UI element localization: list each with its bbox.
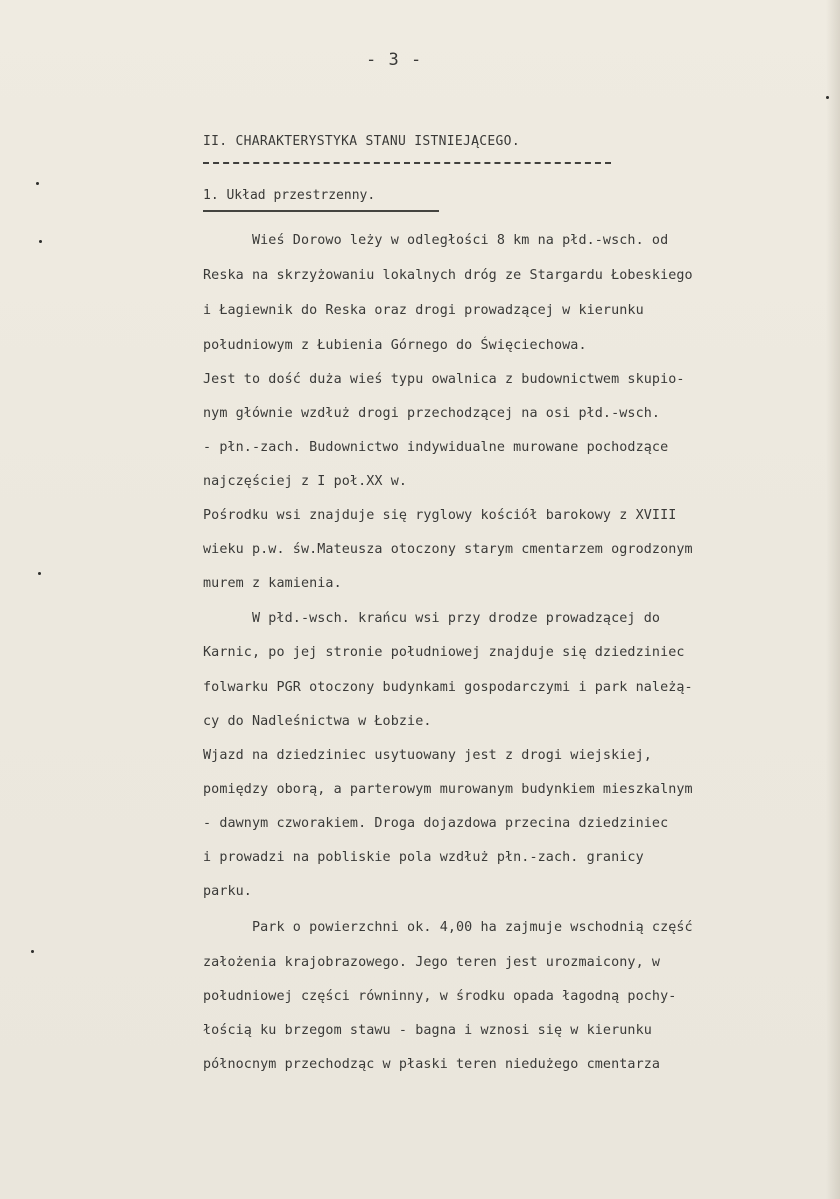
body-line: najczęściej z I poł.XX w.: [203, 474, 408, 489]
body-line: wieku p.w. św.Mateusza otoczony starym cmentarzem ogrodzonym: [203, 542, 693, 557]
body-line: i Łagiewnik do Reska oraz drogi prowadzącej w kierunku: [203, 303, 644, 318]
heading-dashed-underline: [203, 162, 611, 164]
body-line: folwarku PGR otoczony budynkami gospodarczymi i park należą-: [203, 680, 693, 695]
body-line: Karnic, po jej stronie południowej znajduje się dziedziniec: [203, 645, 685, 660]
body-line: Pośrodku wsi znajduje się ryglowy kościół barokowy z XVIII: [203, 508, 677, 523]
body-line: Wjazd na dziedziniec usytuowany jest z drogi wiejskiej,: [203, 748, 652, 763]
body-line: parku.: [203, 884, 252, 899]
ink-dot-mark: [39, 240, 42, 243]
body-line: murem z kamienia.: [203, 576, 342, 591]
body-line: Jest to dość duża wieś typu owalnica z budownictwem skupio-: [203, 372, 685, 387]
page-edge-shadow: [826, 0, 840, 1199]
body-line: Park o powierzchni ok. 4,00 ha zajmuje wschodnią część: [203, 920, 693, 935]
body-line: łością ku brzegom stawu - bagna i wznosi się w kierunku: [203, 1023, 652, 1038]
page-number: - 3 -: [366, 50, 423, 70]
body-line: pomiędzy oborą, a parterowym murowanym budynkiem mieszkalnym: [203, 782, 693, 797]
body-line: założenia krajobrazowego. Jego teren jest urozmaicony, w: [203, 955, 661, 970]
subheading-underline: [203, 210, 439, 212]
body-line: cy do Nadleśnictwa w Łobzie.: [203, 714, 432, 729]
ink-dot-mark: [36, 182, 39, 185]
body-line: południowym z Łubienia Górnego do Święciechowa.: [203, 338, 587, 353]
body-line: - dawnym czworakiem. Droga dojazdowa przecina dziedziniec: [203, 816, 669, 831]
subheading: 1. Układ przestrzenny.: [203, 188, 376, 203]
ink-dot-mark: [38, 572, 41, 575]
body-line: W płd.-wsch. krańcu wsi przy drodze prowadzącej do: [203, 611, 661, 626]
body-line: nym głównie wzdłuż drogi przechodzącej na osi płd.-wsch.: [203, 406, 661, 421]
section-heading: II. CHARAKTERYSTYKA STANU ISTNIEJĄCEGO.: [203, 134, 520, 149]
ink-dot-mark: [31, 950, 34, 953]
body-line: - płn.-zach. Budownictwo indywidualne murowane pochodzące: [203, 440, 669, 455]
ink-dot-mark: [826, 96, 829, 99]
body-line: i prowadzi na pobliskie pola wzdłuż płn.-zach. granicy: [203, 850, 644, 865]
body-line: południowej części równinny, w środku opada łagodną pochy-: [203, 989, 677, 1004]
body-line: Reska na skrzyżowaniu lokalnych dróg ze Stargardu Łobeskiego: [203, 268, 693, 283]
body-line: Wieś Dorowo leży w odległości 8 km na płd.-wsch. od: [203, 233, 669, 248]
body-line: północnym przechodząc w płaski teren niedużego cmentarza: [203, 1057, 661, 1072]
